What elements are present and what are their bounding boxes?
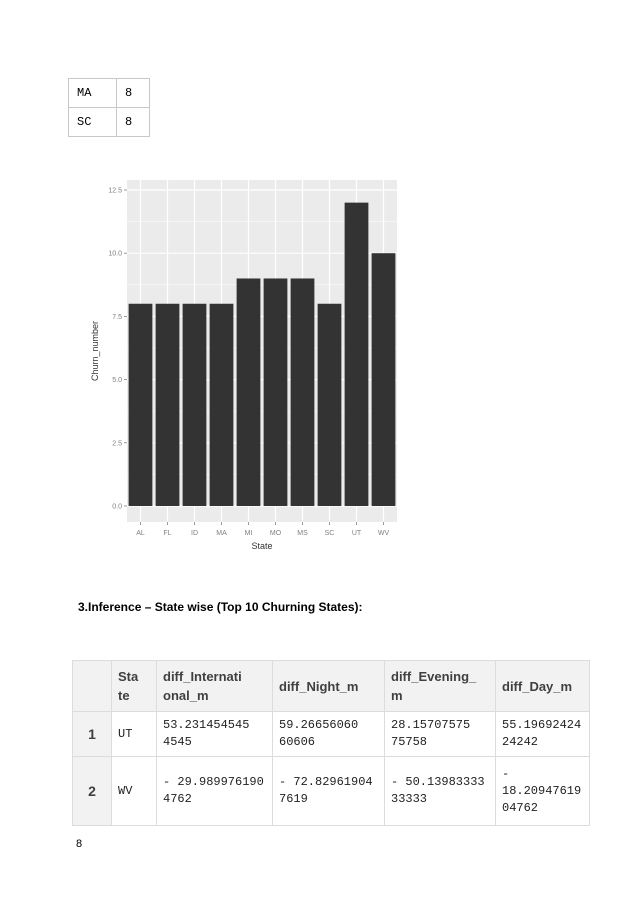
- x-tick-label: MA: [216, 530, 227, 537]
- x-tick-label: MI: [244, 530, 253, 537]
- bar-ut: [345, 203, 369, 506]
- bar-id: [183, 304, 207, 506]
- y-axis-label: Churn_number: [90, 320, 100, 382]
- column-header-day: diff_Day_m: [496, 661, 590, 712]
- bar-sc: [318, 304, 342, 506]
- day-cell: - 18.20947619 04762: [496, 757, 590, 826]
- table-row: [73, 712, 590, 757]
- x-tick-label: FL: [163, 530, 172, 537]
- x-tick-label: ID: [191, 530, 198, 537]
- night-cell: 59.26656060 60606: [273, 712, 385, 757]
- bar-al: [129, 304, 153, 506]
- y-tick-label: 2.5: [112, 440, 122, 448]
- page-number: 8: [76, 838, 83, 850]
- state-cell: SC: [69, 108, 117, 137]
- column-header-international: diff_Internati onal_m: [157, 661, 273, 712]
- state-cell: UT: [112, 712, 157, 757]
- churn-bar-chart: [84, 174, 404, 552]
- state-count-table: [68, 78, 150, 137]
- column-header-evening: diff_Evening_ m: [385, 661, 496, 712]
- international-cell: 53.231454545 4545: [157, 712, 273, 757]
- y-tick-label: 12.5: [108, 187, 122, 195]
- evening-cell: 28.15707575 75758: [385, 712, 496, 757]
- state-cell: MA: [69, 79, 117, 108]
- column-header-night: diff_Night_m: [273, 661, 385, 712]
- x-tick-label: AL: [136, 530, 145, 537]
- column-header-state: Sta te: [112, 661, 157, 712]
- table-row: [69, 108, 150, 137]
- bar-ms: [291, 278, 315, 506]
- x-tick-label: WV: [377, 530, 390, 537]
- bar-mi: [237, 278, 261, 506]
- bar-mo: [264, 278, 288, 506]
- table-row: [73, 757, 590, 826]
- y-tick-label: 5.0: [112, 377, 122, 385]
- x-tick-label: MO: [269, 530, 282, 537]
- table-row: [69, 79, 150, 108]
- section-heading: 3.Inference – State wise (Top 10 Churning States):: [78, 600, 363, 614]
- x-tick-label: SC: [324, 530, 335, 537]
- bar-fl: [156, 304, 180, 506]
- state-cell: WV: [112, 757, 157, 826]
- bar-ma: [210, 304, 234, 506]
- x-tick-label: UT: [351, 530, 362, 537]
- x-axis-label: State: [251, 541, 273, 551]
- night-cell: - 72.82961904 7619: [273, 757, 385, 826]
- y-tick-label: 0.0: [112, 503, 122, 511]
- y-tick-label: 10.0: [108, 250, 122, 258]
- day-cell: 55.19692424 24242: [496, 712, 590, 757]
- count-cell: 8: [117, 79, 150, 108]
- count-cell: 8: [117, 108, 150, 137]
- row-index: 1: [73, 712, 112, 757]
- table-header-row: [73, 661, 590, 712]
- index-header: [73, 661, 112, 712]
- y-tick-label: 7.5: [112, 313, 122, 321]
- churn-diff-table: [72, 660, 590, 826]
- bar-wv: [372, 253, 396, 506]
- international-cell: - 29.989976190 4762: [157, 757, 273, 826]
- row-index: 2: [73, 757, 112, 826]
- x-tick-label: MS: [297, 530, 308, 537]
- evening-cell: - 50.13983333 33333: [385, 757, 496, 826]
